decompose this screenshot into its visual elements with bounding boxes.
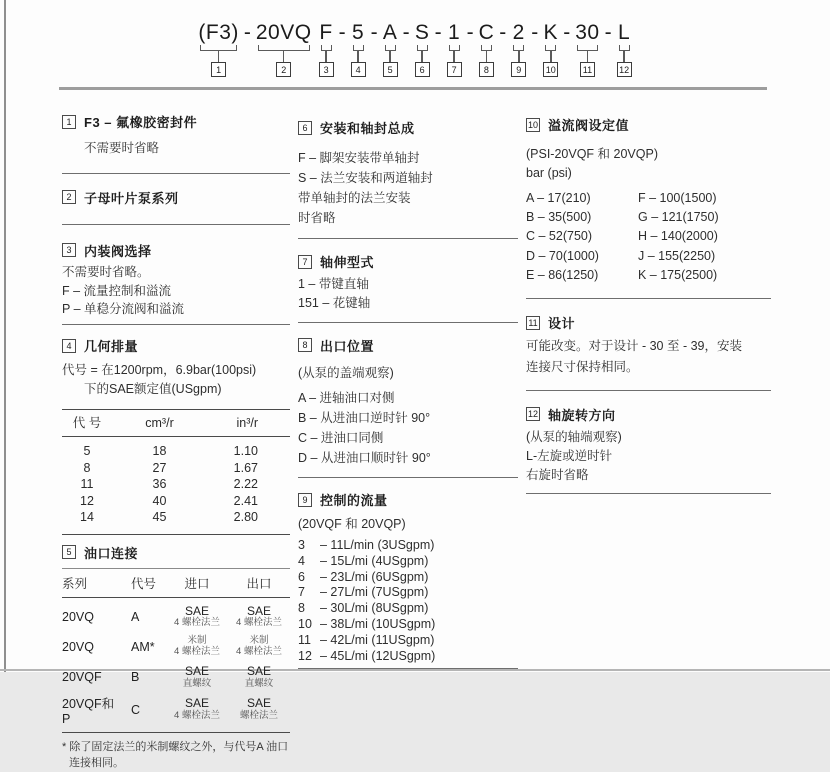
flow-option — [298, 601, 518, 617]
outlet-cell — [228, 694, 290, 725]
port-table-header — [62, 569, 290, 597]
section-7-heading — [298, 252, 518, 271]
code-dash: - — [466, 21, 474, 44]
code-segment-3 — [319, 22, 334, 77]
relief-list-left — [526, 189, 638, 286]
outlet-cell — [228, 662, 290, 693]
section-title: 安装和轴封总成 — [320, 121, 415, 136]
port-detail: 4 螺栓法兰 — [236, 646, 282, 658]
divider — [62, 224, 290, 225]
section-number-box: 9 — [298, 493, 312, 507]
port-detail: 直螺纹 — [182, 677, 212, 689]
option-line: S – 法兰安装和两道轴封 — [298, 171, 433, 185]
section-title: 内装阀选择 — [84, 243, 152, 259]
port-type: SAE — [184, 696, 209, 711]
code-segment-6 — [415, 22, 430, 77]
section-9-heading — [298, 490, 518, 509]
port-detail: 螺栓法兰 — [239, 710, 278, 722]
table-cell: 2.41 — [233, 493, 258, 508]
code-text: 1 — [447, 21, 461, 44]
flow-option — [298, 617, 518, 633]
outlet-cell — [228, 602, 290, 633]
rotation-line: (从泵的轴端观察) — [526, 429, 622, 444]
code-text: K — [543, 21, 558, 44]
flow-code: 8 — [298, 601, 305, 616]
table-cell: AM* — [131, 640, 155, 655]
flow-value: – 23L/mi (6USgpm) — [320, 569, 429, 584]
inlet-cell — [166, 602, 228, 633]
code-position-box: 9 — [511, 62, 526, 77]
relief-option: K – 175(2500) — [638, 268, 718, 282]
divider — [298, 668, 518, 669]
option-line: F – 流量控制和溢流 — [62, 283, 172, 298]
column-header: 代号 — [131, 576, 157, 591]
bracket-stem — [518, 51, 520, 62]
code-position-box: 5 — [383, 62, 398, 77]
table-cell: 2.22 — [233, 477, 258, 491]
bracket-stem — [550, 51, 552, 62]
option-line: A – 进轴油口对侧 — [298, 391, 395, 406]
code-dash: - — [604, 21, 612, 44]
table-cell: 1.67 — [233, 460, 258, 475]
section-number-box: 6 — [298, 121, 312, 135]
relief-option: F – 100(1500) — [638, 190, 717, 205]
column-header: 出口 — [246, 576, 272, 591]
section-number-box: 2 — [62, 190, 76, 204]
table-cell: 20VQF — [62, 670, 102, 685]
flow-code: 4 — [298, 553, 305, 568]
flow-option — [298, 554, 518, 570]
section-title: 几何排量 — [84, 339, 139, 354]
port-type: SAE — [184, 664, 209, 679]
section-5-heading — [62, 543, 290, 562]
section-number-box: 12 — [527, 409, 538, 420]
bracket-stem — [587, 51, 589, 62]
port-table-body — [62, 598, 290, 732]
code-text: S — [414, 21, 430, 44]
divider — [62, 173, 290, 174]
port-footnote: * 除了固定法兰的米制螺纹之外，与代号A 油口 — [62, 740, 289, 753]
option-line: P – 单稳分流阀和溢流 — [62, 302, 185, 317]
flow-value: – 38L/mi (10USgpm) — [320, 616, 436, 631]
divider — [526, 390, 771, 391]
displacement-table-header — [62, 410, 290, 437]
code-position-box: 3 — [319, 62, 334, 77]
rotation-line: L-左旋或逆时针 — [526, 449, 613, 463]
table-cell: 20VQF和P — [62, 696, 115, 726]
port-type: 米制 — [249, 635, 269, 647]
option-line: F – 脚架安装带单轴封 — [298, 151, 420, 165]
port-type: SAE — [184, 603, 209, 618]
bracket-stem — [421, 51, 423, 62]
code-text: 30 — [575, 21, 600, 44]
bracket-stem — [453, 51, 455, 62]
bracket-stem — [389, 51, 391, 62]
section-6-heading — [298, 118, 518, 137]
section-title: 轴旋转方向 — [548, 407, 616, 423]
flow-code: 7 — [298, 585, 305, 600]
code-position-box: 1 — [211, 62, 226, 77]
flow-option — [298, 538, 518, 554]
code-dash: - — [563, 21, 571, 44]
column-2 — [298, 100, 518, 669]
flow-option — [298, 633, 518, 649]
flow-code: 3 — [298, 538, 305, 552]
code-position-box: 7 — [447, 62, 462, 77]
outlet-cell — [228, 633, 290, 661]
option-line: 1 – 带键直轴 — [298, 277, 369, 291]
code-text: F — [319, 21, 333, 44]
table-cell: 27 — [152, 460, 167, 475]
flow-list — [298, 538, 518, 664]
divider — [62, 324, 290, 325]
port-detail: 4 螺栓法兰 — [174, 646, 220, 658]
flow-code: 6 — [298, 569, 305, 584]
code-text: L — [618, 21, 631, 44]
series-note: (PSI-20VQF 和 20VQP) — [526, 147, 658, 161]
relief-option: A – 17(210) — [526, 190, 591, 205]
code-text: 5 — [351, 21, 365, 44]
column-1 — [62, 100, 290, 772]
code-position-box: 6 — [415, 62, 430, 77]
model-code — [0, 22, 830, 77]
table-cell: 20VQ — [62, 640, 94, 655]
code-text: 20VQ — [255, 21, 312, 44]
column-header: in³/r — [236, 415, 258, 430]
section-2-heading — [62, 188, 290, 207]
table-cell: B — [131, 670, 140, 685]
bracket-stem — [218, 51, 220, 62]
port-detail: 4 螺栓法兰 — [174, 617, 220, 629]
code-position-box: 8 — [479, 62, 494, 77]
table-cell: 1.10 — [233, 444, 258, 458]
table-cell: 5 — [83, 444, 91, 458]
code-position-box: 10 — [543, 62, 558, 77]
section-number-box: 4 — [62, 339, 76, 353]
relief-option: E – 86(1250) — [526, 268, 599, 282]
view-note: (从泵的盖端观察) — [298, 365, 394, 380]
inlet-cell — [166, 694, 228, 725]
code-segment-12 — [617, 22, 632, 77]
relief-option: C – 52(750) — [526, 229, 593, 244]
table-cell: 36 — [152, 477, 167, 491]
table-cell: 45 — [152, 510, 167, 524]
code-segment-7 — [447, 22, 462, 77]
inlet-cell — [166, 633, 228, 661]
table-rule — [62, 534, 290, 535]
divider — [526, 298, 771, 299]
section-title: 设计 — [548, 316, 576, 332]
option-line: D – 从进油口顺时针 90° — [298, 451, 431, 466]
flow-option — [298, 585, 518, 601]
displacement-table-body — [62, 437, 290, 534]
bracket-stem — [283, 51, 285, 62]
section-number-box: 8 — [298, 338, 312, 352]
code-dash: - — [434, 21, 442, 44]
port-detail: 直螺纹 — [244, 677, 274, 689]
code-segment-9 — [511, 22, 526, 77]
bracket-stem — [357, 51, 359, 62]
code-segment-5 — [383, 22, 398, 77]
table-rule — [62, 732, 290, 733]
section-8-heading — [298, 336, 518, 355]
code-dash: - — [370, 21, 378, 44]
section-title: 溢流阀设定值 — [548, 118, 630, 133]
flow-code: 10 — [298, 616, 312, 631]
table-cell: 18 — [152, 444, 167, 458]
relief-option: J – 155(2250) — [638, 248, 716, 263]
section-title: 轴伸型式 — [320, 255, 375, 270]
table-cell: A — [131, 609, 140, 624]
code-position-box: 11 — [580, 62, 595, 77]
bracket-stem — [623, 51, 625, 62]
flow-value: – 30L/mi (8USgpm) — [320, 601, 429, 616]
section-12-heading — [526, 405, 771, 424]
section-1-heading — [62, 112, 290, 131]
section-11-heading — [526, 313, 771, 332]
section-number-box: 11 — [526, 316, 540, 330]
code-dash: - — [338, 21, 346, 44]
option-line: C – 进油口同侧 — [298, 431, 384, 446]
port-type: 米制 — [187, 635, 207, 647]
section-title: 子母叶片泵系列 — [84, 190, 179, 206]
relief-option: H – 140(2000) — [638, 229, 718, 244]
code-dash: - — [402, 21, 410, 44]
divider — [298, 322, 518, 323]
divider — [298, 238, 518, 239]
bracket-stem — [486, 51, 488, 62]
section-number-box: 7 — [298, 255, 312, 269]
series-note: (20VQF 和 20VQP) — [298, 517, 406, 532]
section-4-heading — [62, 336, 290, 355]
relief-list-right — [638, 189, 719, 286]
relief-option: D – 70(1000) — [526, 248, 599, 263]
code-text: 2 — [512, 21, 525, 44]
section-3-heading — [62, 241, 290, 260]
rotation-line: 右旋时省略 — [526, 468, 589, 483]
section-title: 出口位置 — [320, 338, 375, 354]
code-text: C — [478, 21, 495, 44]
option-line: 151 – 花键轴 — [298, 295, 371, 310]
bracket-stem — [325, 51, 327, 62]
column-header: 系列 — [62, 576, 88, 591]
table-cell: 2.80 — [233, 510, 258, 524]
code-segment-4 — [351, 22, 366, 77]
scan-edge-left — [4, 0, 6, 672]
code-dash: - — [531, 21, 539, 44]
port-detail: 4 螺栓法兰 — [174, 710, 220, 722]
flow-value: – 27L/mi (7USgpm) — [320, 585, 429, 600]
code-dash: - — [243, 21, 251, 44]
section-title: F3 – 氟橡胶密封件 — [84, 115, 198, 130]
code-segment-11 — [575, 22, 599, 77]
section-title: 控制的流量 — [320, 493, 388, 509]
section-number-box: 1 — [62, 115, 76, 129]
inlet-cell — [166, 662, 228, 693]
flow-value: – 42L/mi (11USgpm) — [320, 632, 435, 647]
code-segment-1 — [198, 22, 239, 77]
section-number-box: 10 — [527, 119, 538, 130]
table-cell: 14 — [80, 510, 94, 524]
flow-value: – 11L/min (3USgpm) — [320, 538, 435, 552]
table-cell: 11 — [80, 477, 94, 491]
table-cell: 12 — [80, 493, 94, 508]
table-cell: 8 — [83, 460, 91, 475]
flow-option — [298, 649, 518, 665]
design-note: 可能改变。对于设计 - 30 至 - 39，安装 — [526, 339, 742, 354]
table-cell: 20VQ — [62, 609, 94, 624]
flow-value: – 15L/mi (4USgpm) — [320, 553, 429, 568]
port-footnote: 连接相同。 — [69, 756, 124, 769]
code-segment-10 — [543, 22, 558, 77]
option-line: B – 从进油口逆时针 90° — [298, 411, 431, 426]
column-header: cm³/r — [145, 415, 174, 430]
table-cell: 40 — [152, 493, 167, 508]
port-detail: 4 螺栓法兰 — [236, 617, 282, 629]
code-position-box: 2 — [276, 62, 291, 77]
unit-note: bar (psi) — [526, 165, 572, 180]
option-line: 带单轴封的法兰安装 — [298, 191, 411, 205]
relief-option: G – 121(1750) — [638, 209, 719, 224]
code-segment-8 — [479, 22, 495, 77]
column-header: 代 号 — [72, 415, 102, 430]
divider — [298, 477, 518, 478]
section-number-box: 3 — [62, 243, 76, 257]
flow-code: 11 — [298, 632, 311, 647]
section-number-box: 5 — [62, 545, 76, 559]
flow-option — [298, 570, 518, 586]
code-text: A — [382, 21, 398, 44]
table-cell: C — [131, 702, 141, 717]
code-segment-2 — [256, 22, 312, 77]
displacement-note: 下的SAE额定值(USgpm) — [84, 381, 222, 396]
flow-code: 12 — [298, 648, 312, 663]
option-line: 时省略 — [298, 211, 336, 225]
code-position-box: 4 — [351, 62, 366, 77]
code-dash: - — [499, 21, 507, 44]
code-position-box: 12 — [617, 62, 632, 77]
port-type: SAE — [246, 664, 271, 679]
section-title: 油口连接 — [84, 545, 139, 561]
design-note: 连接尺寸保持相同。 — [526, 360, 639, 374]
port-type: SAE — [246, 603, 271, 618]
relief-settings — [526, 189, 771, 286]
relief-option: B – 35(500) — [526, 209, 592, 224]
flow-value: – 45L/mi (12USgpm) — [320, 648, 436, 663]
section-10-heading — [526, 115, 771, 134]
option-line: 不需要时省略。 — [62, 264, 150, 279]
column-3 — [526, 100, 771, 494]
section-1-note: 不需要时省略 — [84, 141, 160, 155]
code-text: (F3) — [198, 21, 239, 44]
port-type: SAE — [246, 696, 271, 711]
column-header: 进口 — [184, 576, 210, 591]
header-rule — [59, 87, 767, 90]
divider — [526, 493, 771, 494]
displacement-note: 代号 = 在1200rpm，6.9bar(100psi) — [62, 363, 257, 377]
